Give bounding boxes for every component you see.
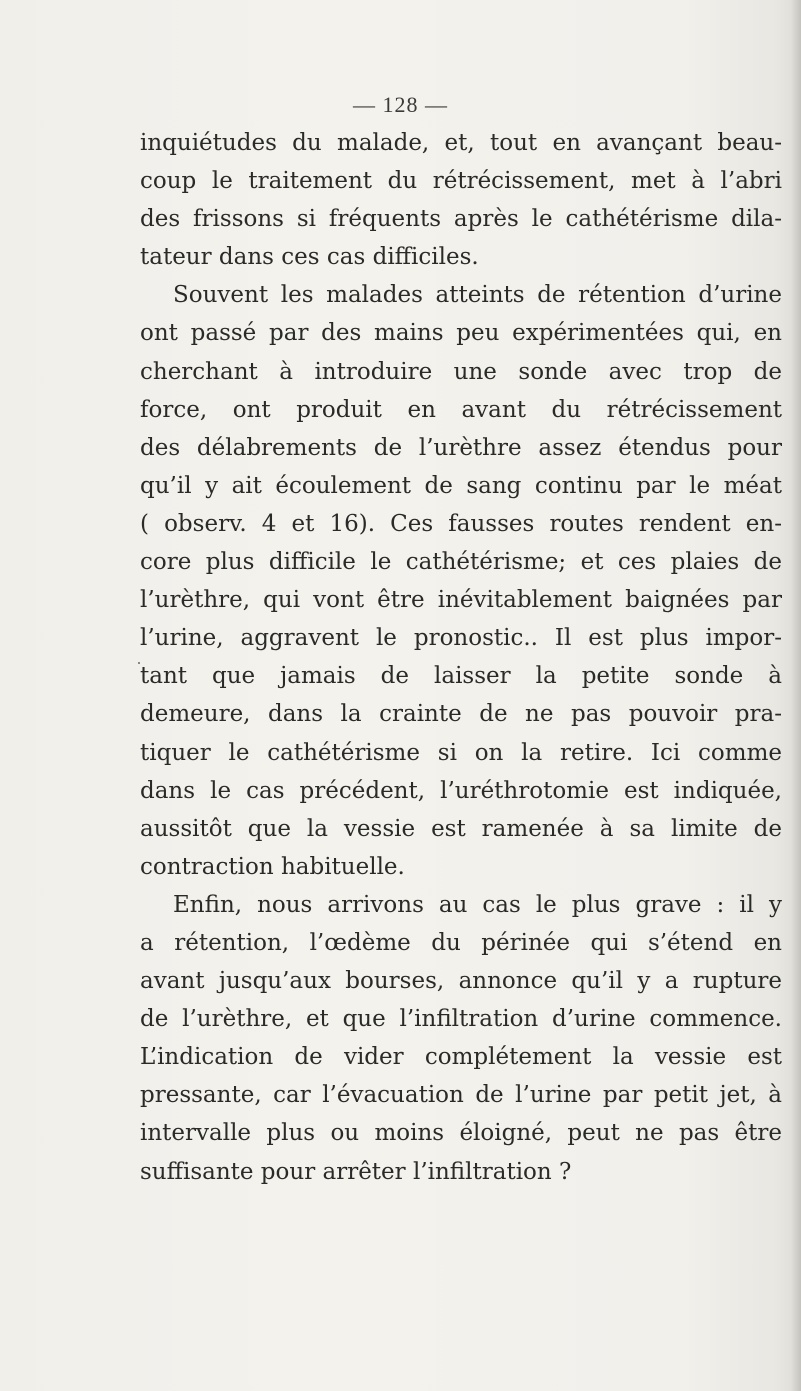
text-line: force, ont produit en avant du rétrécissement — [140, 396, 782, 423]
text-line: core plus difficile le cathétérisme; et ces plaies de — [140, 549, 782, 576]
text-line: l’urèthre, qui vont être inévitablement baignées par — [140, 587, 782, 614]
text-line: de l’urèthre, et que l’infiltration d’urine commence. — [140, 1006, 782, 1033]
text-line: L’indication de vider complétement la vessie est — [140, 1044, 782, 1071]
text-line: tiquer le cathétérisme si on la retire. Ici comme — [140, 739, 782, 766]
text-line: dans le cas précédent, l’uréthrotomie est indiquée, — [140, 777, 782, 804]
text-line: des frissons si fréquents après le cathétérisme dila- — [140, 206, 782, 233]
text-line: tateur dans ces cas difficiles. — [140, 244, 479, 271]
text-line: Souvent les malades atteints de rétention d’urine — [173, 282, 782, 309]
text-line: demeure, dans la crainte de ne pas pouvoir pra- — [140, 701, 782, 728]
text-line: ( observ. 4 et 16). Ces fausses routes rendent en- — [140, 510, 782, 537]
text-line: tant que jamais de laisser la petite sonde à — [140, 663, 782, 690]
text-line: coup le traitement du rétrécissement, met à l’abri — [140, 168, 782, 195]
text-line: intervalle plus ou moins éloigné, peut ne pas être — [140, 1120, 782, 1147]
body-text — [140, 124, 782, 1191]
text-line: inquiétudes du malade, et, tout en avançant beau- — [140, 130, 782, 156]
text-line: Enfin, nous arrivons au cas le plus grave : il y — [173, 891, 782, 918]
text-line: pressante, car l’évacuation de l’urine par petit jet, à — [140, 1082, 782, 1109]
text-line: aussitôt que la vessie est ramenée à sa limite de — [140, 815, 782, 842]
text-line: qu’il y ait écoulement de sang continu par le méat — [140, 472, 782, 499]
text-line: suffisante pour arrêter l’infiltration ? — [140, 1158, 572, 1185]
text-line: des délabrements de l’urèthre assez étendus pour — [140, 434, 782, 461]
text-line: l’urine, aggravent le pronostic.. Il est plus impor- — [140, 625, 782, 652]
text-line: cherchant à introduire une sonde avec trop de — [140, 358, 782, 385]
page-number: — 128 — — [353, 92, 448, 117]
page-edge-shadow — [791, 0, 801, 1391]
text-line: ont passé par des mains peu expérimentées qui, en — [140, 320, 782, 347]
print-speck — [138, 662, 140, 664]
text-line: a rétention, l’œdème du périnée qui s’étend en — [140, 929, 782, 956]
text-line: contraction habituelle. — [140, 853, 405, 880]
text-line: avant jusqu’aux bourses, annonce qu’il y a rupture — [140, 968, 782, 995]
